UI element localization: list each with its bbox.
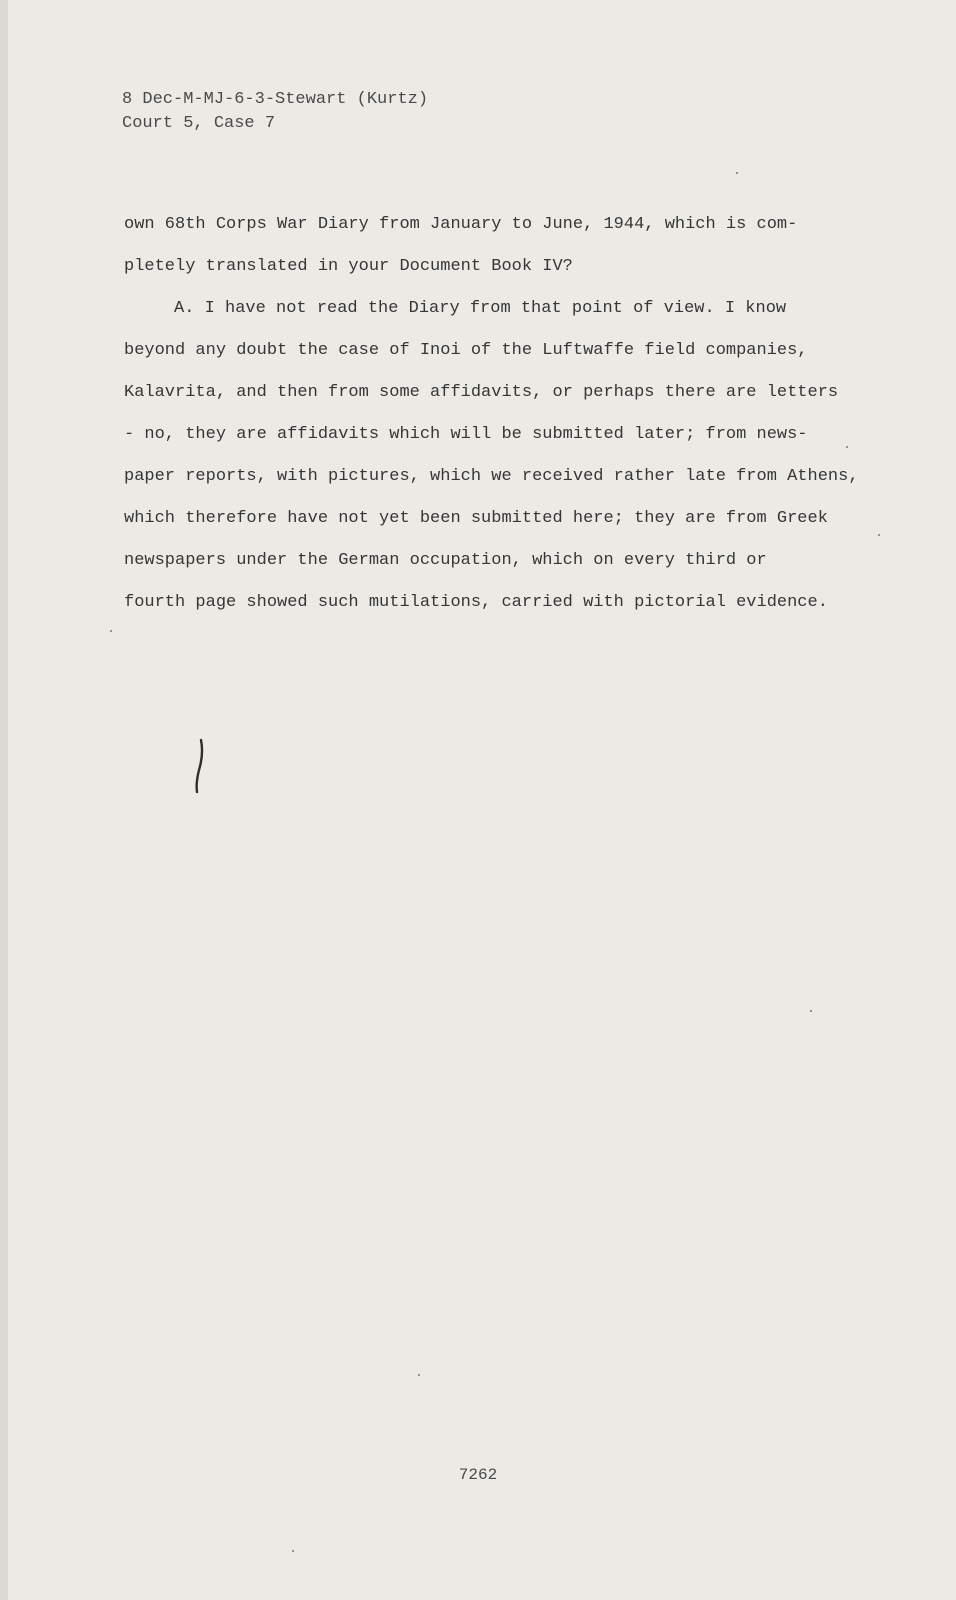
body-line-7: paper reports, with pictures, which we received rather late from Athens, [124,467,859,486]
body-line-10: fourth page showed such mutilations, carried with pictorial evidence. [124,593,828,612]
transcript-body [124,204,859,624]
document-header [122,88,428,136]
body-line-1: own 68th Corps War Diary from January to June, 1944, which is com- [124,215,798,234]
body-line-4: beyond any doubt the case of Inoi of the Luftwaffe field companies, [124,341,808,360]
paper-speck [110,630,112,632]
paper-speck [878,534,880,536]
paper-speck [846,446,848,448]
header-reference-line: 8 Dec-M-MJ-6-3-Stewart (Kurtz) [122,90,429,109]
header-court-line: Court 5, Case 7 [122,114,276,133]
body-line-2: pletely translated in your Document Book IV? [124,257,573,276]
paper-speck [418,1374,420,1376]
paper-speck [810,1010,812,1012]
body-line-5: Kalavrita, and then from some affidavits, or perhaps there are letters [124,383,839,402]
pen-stroke-mark [192,738,206,794]
body-line-6: - no, they are affidavits which will be submitted later; from news- [124,425,808,444]
body-line-8: which therefore have not yet been submitted here; they are from Greek [124,509,828,528]
paper-speck [736,172,738,174]
body-line-9: newspapers under the German occupation, which on every third or [124,551,767,570]
paper-speck [292,1550,294,1552]
page-number: 7262 [458,1466,498,1484]
body-line-3: A. I have not read the Diary from that point of view. I know [174,299,787,318]
page-edge-shadow [0,0,8,1600]
